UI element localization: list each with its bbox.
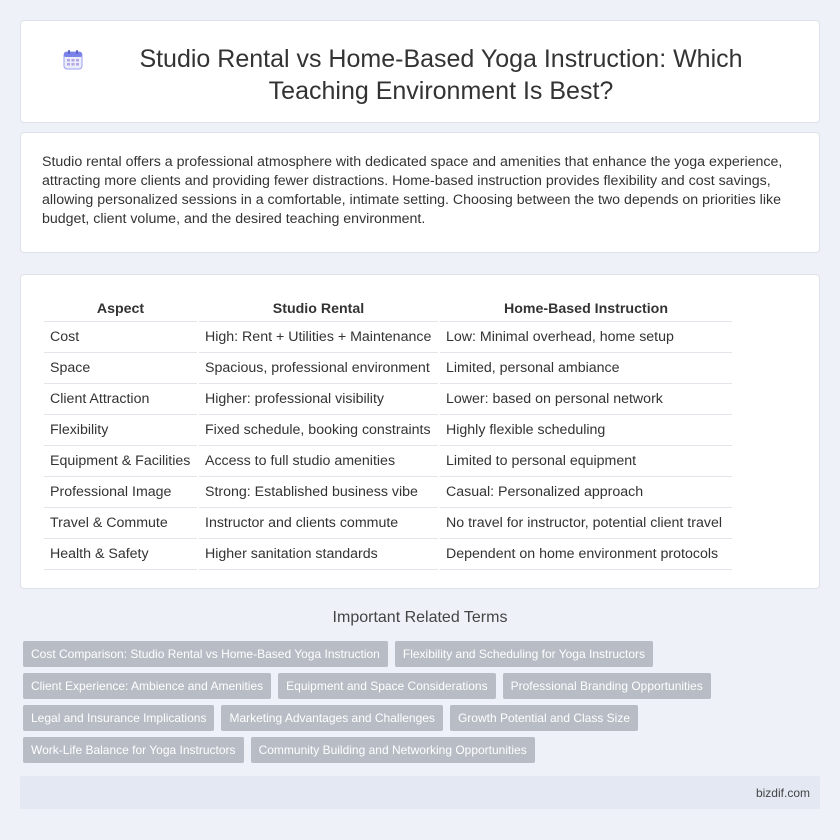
table-cell: Equipment & Facilities [44, 446, 197, 477]
related-terms-title: Important Related Terms [332, 609, 508, 626]
related-terms-row [23, 673, 711, 699]
table-cell: Professional Image [44, 477, 197, 508]
table-cell: Casual: Personalized approach [440, 477, 732, 508]
page-title: Studio Rental vs Home-Based Yoga Instruction: Which Teaching Environment Is Best? [139, 45, 743, 105]
table-header-row [44, 292, 732, 322]
column-header-aspect: Aspect [44, 292, 197, 322]
related-terms-row [23, 641, 653, 667]
table-cell: Higher sanitation standards [199, 539, 438, 570]
table-row [44, 539, 732, 570]
table-cell: Client Attraction [44, 384, 197, 415]
footer [20, 776, 820, 809]
table-row [44, 353, 732, 384]
related-terms-row [23, 705, 638, 731]
title-card [20, 20, 820, 123]
table-cell: Dependent on home environment protocols [440, 539, 732, 570]
column-header-studio: Studio Rental [199, 292, 438, 322]
comparison-table [42, 292, 734, 570]
table-cell: Spacious, professional environment [199, 353, 438, 384]
table-cell: Fixed schedule, booking constraints [199, 415, 438, 446]
table-cell: Lower: based on personal network [440, 384, 732, 415]
table-cell: Strong: Established business vibe [199, 477, 438, 508]
table-row [44, 415, 732, 446]
related-term-tag[interactable]: Professional Branding Opportunities [503, 673, 711, 699]
related-term-tag[interactable]: Marketing Advantages and Challenges [221, 705, 442, 731]
related-term-tag[interactable]: Legal and Insurance Implications [23, 705, 214, 731]
table-cell: Space [44, 353, 197, 384]
table-cell: Health & Safety [44, 539, 197, 570]
related-terms-row [23, 737, 535, 763]
table-cell: Limited, personal ambiance [440, 353, 732, 384]
table-cell: Limited to personal equipment [440, 446, 732, 477]
table-cell: Access to full studio amenities [199, 446, 438, 477]
column-header-home: Home-Based Instruction [440, 292, 732, 322]
table-cell: High: Rent + Utilities + Maintenance [199, 322, 438, 353]
comparison-card [20, 274, 820, 589]
table-cell: Flexibility [44, 415, 197, 446]
table-cell: Highly flexible scheduling [440, 415, 732, 446]
table-row [44, 384, 732, 415]
related-term-tag[interactable]: Client Experience: Ambience and Amenities [23, 673, 271, 699]
related-term-tag[interactable]: Flexibility and Scheduling for Yoga Instructors [395, 641, 653, 667]
related-term-tag[interactable]: Community Building and Networking Opportunities [251, 737, 535, 763]
table-cell: No travel for instructor, potential client travel [440, 508, 732, 539]
table-cell: Instructor and clients commute [199, 508, 438, 539]
table-row [44, 477, 732, 508]
table-row [44, 446, 732, 477]
table-row [44, 508, 732, 539]
related-term-tag[interactable]: Equipment and Space Considerations [278, 673, 495, 699]
table-cell: Low: Minimal overhead, home setup [440, 322, 732, 353]
footer-site: bizdif.com [755, 786, 810, 800]
related-term-tag[interactable]: Cost Comparison: Studio Rental vs Home-Based Yoga Instruction [23, 641, 388, 667]
table-cell: Higher: professional visibility [199, 384, 438, 415]
summary-text: Studio rental offers a professional atmosphere with dedicated space and amenities that enhance the yoga experience, attracting more clients and providing fewer distractions. Home-based instruction provides flexibility and cost savings, allowing personalized sessions in a comfortable, intimate setting. Choosing between the two depends on priorities like budget, client volume, and the desired teaching environment. [42, 154, 783, 227]
related-term-tag[interactable]: Work-Life Balance for Yoga Instructors [23, 737, 244, 763]
table-row [44, 322, 732, 353]
summary-card [20, 132, 820, 253]
table-cell: Travel & Commute [44, 508, 197, 539]
related-term-tag[interactable]: Growth Potential and Class Size [450, 705, 638, 731]
table-cell: Cost [44, 322, 197, 353]
